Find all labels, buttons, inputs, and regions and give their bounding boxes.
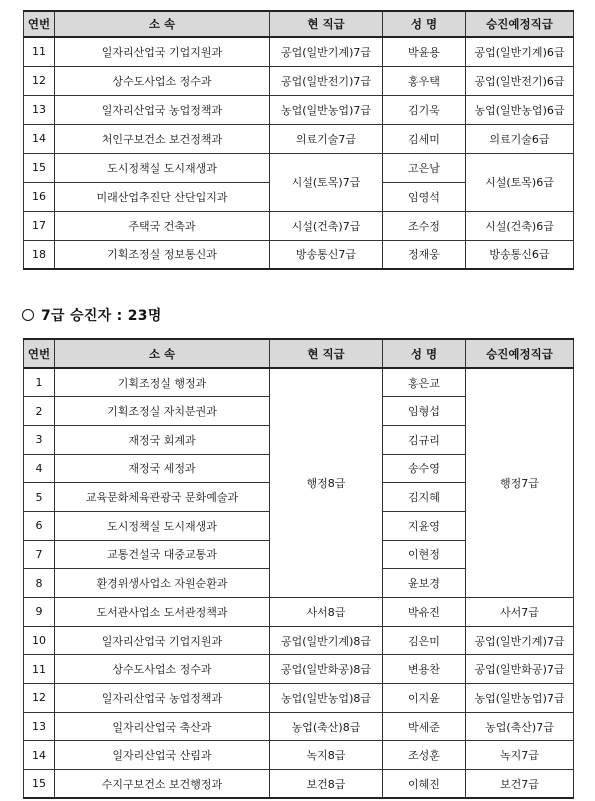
cell-promoted-grade: 시설(건축)6급	[466, 211, 574, 240]
table-row	[24, 124, 574, 153]
cell-current-grade: 시설(건축)7급	[270, 211, 383, 240]
cell-no: 14	[24, 741, 55, 770]
cell-no: 11	[24, 37, 55, 66]
cell-current-grade: 농업(일반농업)7급	[270, 95, 383, 124]
cell-dept: 재정국 회계과	[55, 425, 270, 454]
table-row	[24, 240, 574, 269]
cell-name: 김기욱	[383, 95, 466, 124]
cell-dept: 환경위생사업소 자원순환과	[55, 569, 270, 598]
cell-promoted-grade: 공업(일반화공)7급	[466, 655, 574, 684]
table-row	[24, 211, 574, 240]
cell-current-grade: 공업(일반기계)7급	[270, 37, 383, 66]
cell-current-grade: 공업(일반기계)8급	[270, 626, 383, 655]
cell-no: 1	[24, 368, 55, 397]
cell-name: 김은미	[383, 626, 466, 655]
header-no: 연번	[24, 339, 55, 368]
cell-name: 변용찬	[383, 655, 466, 684]
cell-promoted-grade: 방송통신6급	[466, 240, 574, 269]
cell-no: 11	[24, 655, 55, 684]
cell-no: 2	[24, 397, 55, 426]
cell-promoted-grade: 농업(일반농업)6급	[466, 95, 574, 124]
cell-no: 8	[24, 569, 55, 598]
header-name: 성 명	[383, 11, 466, 37]
cell-dept: 일자리산업국 농업정책과	[55, 95, 270, 124]
cell-name: 조수정	[383, 211, 466, 240]
cell-promoted-grade: 공업(일반기계)7급	[466, 626, 574, 655]
cell-dept: 도시정책실 도시재생과	[55, 511, 270, 540]
cell-name: 박세준	[383, 712, 466, 741]
cell-current-grade: 녹지8급	[270, 741, 383, 770]
cell-promoted-grade: 농업(일반농업)7급	[466, 684, 574, 713]
cell-dept: 일자리산업국 산림과	[55, 741, 270, 770]
cell-dept: 도시정책실 도시재생과	[55, 153, 270, 182]
cell-name: 고은남	[383, 153, 466, 182]
circle-bullet-icon	[22, 309, 34, 321]
cell-no: 9	[24, 598, 55, 627]
cell-no: 13	[24, 712, 55, 741]
cell-dept: 일자리산업국 기업지원과	[55, 37, 270, 66]
cell-dept: 일자리산업국 농업정책과	[55, 684, 270, 713]
cell-name: 김지혜	[383, 483, 466, 512]
table-header-row	[24, 11, 574, 37]
cell-no: 16	[24, 182, 55, 211]
cell-no: 7	[24, 540, 55, 569]
cell-no: 15	[24, 770, 55, 799]
cell-name: 김규리	[383, 425, 466, 454]
cell-no: 14	[24, 124, 55, 153]
cell-current-grade: 의료기술7급	[270, 124, 383, 153]
table-row	[24, 741, 574, 770]
cell-name: 홍우택	[383, 66, 466, 95]
cell-current-grade: 행정8급	[270, 368, 383, 598]
cell-current-grade: 공업(일반화공)8급	[270, 655, 383, 684]
cell-promoted-grade: 공업(일반전기)6급	[466, 66, 574, 95]
table-header-row	[24, 339, 574, 368]
cell-no: 18	[24, 240, 55, 269]
table-row	[24, 770, 574, 799]
table-row	[24, 684, 574, 713]
cell-name: 지윤영	[383, 511, 466, 540]
cell-dept: 교육문화체육관광국 문화예술과	[55, 483, 270, 512]
table-row	[24, 66, 574, 95]
cell-no: 15	[24, 153, 55, 182]
cell-no: 10	[24, 626, 55, 655]
header-promoted-grade: 승진예정직급	[466, 339, 574, 368]
cell-name: 박윤용	[383, 37, 466, 66]
table-row	[24, 37, 574, 66]
cell-name: 임영석	[383, 182, 466, 211]
cell-current-grade: 사서8급	[270, 598, 383, 627]
cell-name: 박유진	[383, 598, 466, 627]
cell-dept: 기획조정실 자치분권과	[55, 397, 270, 426]
cell-promoted-grade: 보건7급	[466, 770, 574, 799]
cell-name: 이혜진	[383, 770, 466, 799]
cell-dept: 미래산업추진단 산단입지과	[55, 182, 270, 211]
cell-name: 김세미	[383, 124, 466, 153]
cell-promoted-grade: 녹지7급	[466, 741, 574, 770]
cell-dept: 재정국 세정과	[55, 454, 270, 483]
table-row	[24, 368, 574, 397]
cell-name: 송수영	[383, 454, 466, 483]
cell-dept: 일자리산업국 기업지원과	[55, 626, 270, 655]
cell-no: 13	[24, 95, 55, 124]
cell-dept: 교통건설국 대중교통과	[55, 540, 270, 569]
cell-promoted-grade: 시설(토목)6급	[466, 153, 574, 211]
cell-current-grade: 시설(토목)7급	[270, 153, 383, 211]
header-dept: 소 속	[55, 11, 270, 37]
table-row	[24, 153, 574, 182]
cell-promoted-grade: 의료기술6급	[466, 124, 574, 153]
header-name: 성 명	[383, 339, 466, 368]
cell-dept: 기획조정실 정보통신과	[55, 240, 270, 269]
cell-promoted-grade: 농업(축산)7급	[466, 712, 574, 741]
cell-no: 4	[24, 454, 55, 483]
cell-promoted-grade: 사서7급	[466, 598, 574, 627]
header-promoted-grade: 승진예정직급	[466, 11, 574, 37]
cell-name: 정재웅	[383, 240, 466, 269]
cell-promoted-grade: 행정7급	[466, 368, 574, 598]
promotion-table-7th-grade	[23, 338, 574, 799]
cell-dept: 기획조정실 행정과	[55, 368, 270, 397]
cell-dept: 주택국 건축과	[55, 211, 270, 240]
cell-dept: 처인구보건소 보건정책과	[55, 124, 270, 153]
cell-no: 6	[24, 511, 55, 540]
section-title: 7급 승진자 : 23명	[41, 308, 162, 324]
table-row	[24, 95, 574, 124]
cell-name: 윤보경	[383, 569, 466, 598]
promotion-table-6th-grade	[23, 10, 574, 270]
header-current-grade: 현 직급	[270, 11, 383, 37]
cell-no: 12	[24, 684, 55, 713]
cell-dept: 상수도사업소 정수과	[55, 655, 270, 684]
cell-current-grade: 공업(일반전기)7급	[270, 66, 383, 95]
cell-name: 이지윤	[383, 684, 466, 713]
header-dept: 소 속	[55, 339, 270, 368]
cell-no: 17	[24, 211, 55, 240]
table-row	[24, 598, 574, 627]
cell-current-grade: 농업(축산)8급	[270, 712, 383, 741]
header-no: 연번	[24, 11, 55, 37]
cell-dept: 도서관사업소 도서관정책과	[55, 598, 270, 627]
cell-promoted-grade: 공업(일반기계)6급	[466, 37, 574, 66]
table-row	[24, 655, 574, 684]
cell-no: 12	[24, 66, 55, 95]
table-row	[24, 626, 574, 655]
cell-dept: 상수도사업소 정수과	[55, 66, 270, 95]
cell-name: 홍은교	[383, 368, 466, 397]
cell-no: 3	[24, 425, 55, 454]
cell-dept: 수지구보건소 보건행정과	[55, 770, 270, 799]
cell-name: 임형섭	[383, 397, 466, 426]
cell-dept: 일자리산업국 축산과	[55, 712, 270, 741]
cell-current-grade: 농업(일반농업)8급	[270, 684, 383, 713]
cell-current-grade: 방송통신7급	[270, 240, 383, 269]
cell-current-grade: 보건8급	[270, 770, 383, 799]
header-current-grade: 현 직급	[270, 339, 383, 368]
cell-name: 이현정	[383, 540, 466, 569]
cell-no: 5	[24, 483, 55, 512]
table-row	[24, 712, 574, 741]
section-heading	[22, 305, 162, 325]
cell-name: 조성훈	[383, 741, 466, 770]
